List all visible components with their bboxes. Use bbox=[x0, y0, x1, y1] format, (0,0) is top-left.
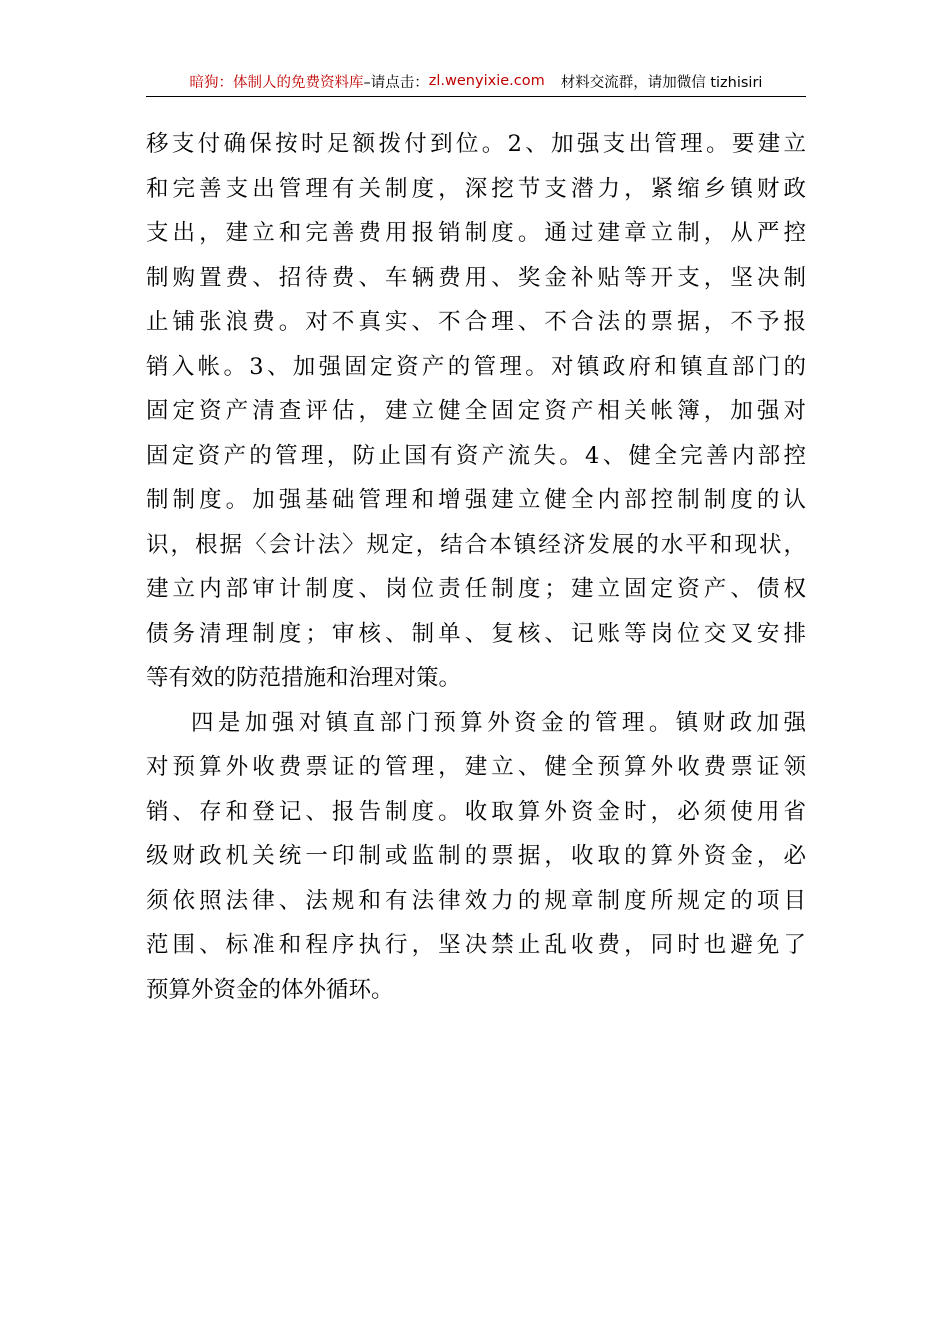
body-line: 固定资产清查评估，建立健全固定资产相关帐簿，加强对 bbox=[146, 398, 806, 424]
body-line: 级财政机关统一印制或监制的票据，收取的算外资金，必 bbox=[146, 843, 806, 869]
body-line: 识，根据〈会计法〉规定，结合本镇经济发展的水平和现状， bbox=[146, 531, 806, 558]
body-line: 建立内部审计制度、岗位责任制度；建立固定资产、债权 bbox=[146, 576, 806, 602]
body-line: 制购置费、招待费、车辆费用、奖金补贴等开支，坚决制 bbox=[146, 264, 806, 291]
body-line: 和完善支出管理有关制度，深挖节支潜力，紧缩乡镇财政 bbox=[146, 175, 806, 202]
body-line: 预算外资金的体外循环。 bbox=[146, 976, 394, 1003]
header-url-link[interactable]: zl.wenyixie.com bbox=[428, 73, 545, 89]
body-line: 须依照法律、法规和有法律效力的规章制度所规定的项目 bbox=[146, 887, 806, 914]
header-group-note: 材料交流群，请加微信 tizhisiri bbox=[560, 74, 763, 91]
body-line: 止铺张浪费。对不真实、不合理、不合法的票据，不予报 bbox=[146, 309, 806, 335]
header-brand: 暗狗：体制人的免费资料库 bbox=[189, 74, 364, 91]
body-line: 债务清理制度；审核、制单、复核、记账等岗位交叉安排 bbox=[146, 620, 806, 647]
body-line: 对预算外收费票证的管理，建立、健全预算外收费票证领 bbox=[146, 754, 806, 780]
header-click-prefix: –请点击： bbox=[363, 74, 429, 91]
body-line: 等有效的防范措施和治理对策。 bbox=[146, 665, 462, 691]
body-line: 支出，建立和完善费用报销制度。通过建章立制，从严控 bbox=[146, 220, 806, 246]
body-line: 制制度。加强基础管理和增强建立健全内部控制制度的认 bbox=[146, 487, 806, 513]
page-header bbox=[146, 66, 806, 97]
paragraph-start-line: 四是加强对镇直部门预算外资金的管理。镇财政加强 bbox=[191, 709, 806, 736]
body-line: 销入帐。3、加强固定资产的管理。对镇政府和镇直部门的 bbox=[146, 353, 806, 380]
body-line: 移支付确保按时足额拨付到位。2、加强支出管理。要建立 bbox=[146, 131, 806, 157]
body-line: 范围、标准和程序执行，坚决禁止乱收费，同时也避免了 bbox=[146, 932, 806, 958]
document-body bbox=[146, 122, 806, 1012]
body-line: 固定资产的管理，防止国有资产流失。4、健全完善内部控 bbox=[146, 442, 806, 469]
body-line: 销、存和登记、报告制度。收取算外资金时，必须使用省 bbox=[146, 798, 806, 825]
